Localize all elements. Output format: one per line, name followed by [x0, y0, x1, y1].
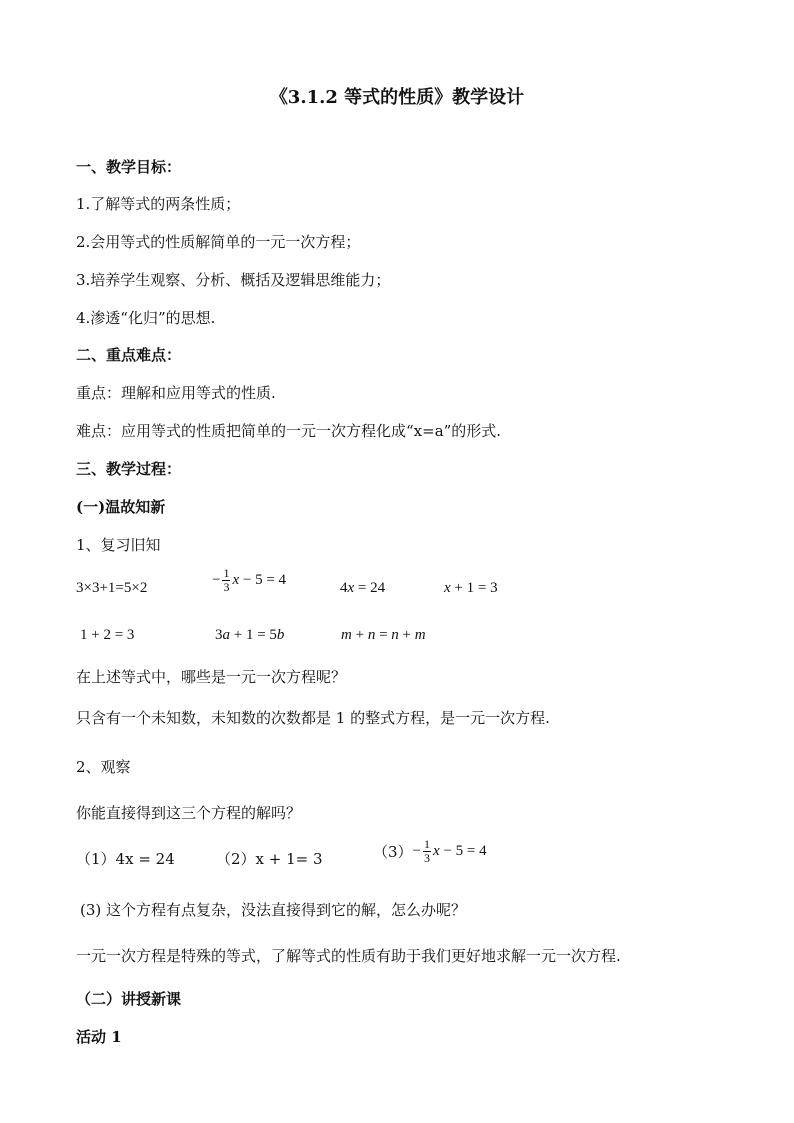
key-point-text: 重点：理解和应用等式的性质.	[76, 384, 276, 402]
subsection-new-lesson: （二）讲授新课	[76, 990, 182, 1008]
equation-5: 1 + 2 = 3	[80, 627, 135, 643]
difficult-point-text: 难点：应用等式的性质把简单的一元一次方程化成“x=a”的形式.	[76, 422, 502, 440]
observe-label: 2、观察	[76, 758, 131, 776]
objective-item-3: 3.培养学生观察、分析、概括及逻辑思维能力；	[76, 271, 391, 289]
question-which-linear: 在上述等式中，哪些是一元一次方程呢？	[76, 668, 347, 686]
section-heading-process: 三、教学过程：	[76, 460, 182, 478]
review-label: 1、复习旧知	[76, 536, 161, 554]
observation-equation-3: （3）− $\frac{1}{3}$ x − 5 = 4	[373, 837, 487, 865]
objective-item-1: 1.了解等式的两条性质；	[76, 195, 241, 213]
equation-1: 3×3+1=5×2	[76, 580, 148, 596]
subsection-review: (一)温故知新	[76, 498, 166, 516]
document-title: 《3.1.2 等式的性质》教学设计	[269, 87, 525, 108]
equation-7: m + n = n + m	[341, 627, 426, 643]
objective-item-2: 2.会用等式的性质解简单的一元一次方程；	[76, 233, 361, 251]
activity-1-heading: 活动 1	[76, 1028, 122, 1046]
equation-2: − $\frac{1}{3}$ x − 5 = 4	[212, 566, 287, 594]
equation-6: 3a + 1 = 5b	[215, 627, 285, 643]
fraction-one-third: $\frac{1}{3}$	[223, 566, 230, 594]
note-equation-3: (3) 这个方程有点复杂，没法直接得到它的解，怎么办呢？	[80, 901, 467, 919]
objective-item-4: 4.渗透“化归”的思想.	[76, 309, 216, 327]
equation-4: x + 1 = 3	[444, 580, 498, 596]
section-heading-objectives: 一、教学目标：	[76, 158, 182, 176]
section-heading-key-points: 二、重点难点：	[76, 346, 182, 364]
question-direct-solution: 你能直接得到这三个方程的解吗？	[76, 804, 302, 822]
fraction-one-third: $\frac{1}{3}$	[424, 837, 431, 865]
answer-definition: 只含有一个未知数，未知数的次数都是 1 的整式方程，是一元一次方程.	[76, 709, 550, 727]
summary-text: 一元一次方程是特殊的等式，了解等式的性质有助于我们更好地求解一元一次方程.	[76, 947, 621, 965]
observation-equation-2: （2）x + 1= 3	[216, 850, 323, 868]
observation-equation-1: （1）4x = 24	[76, 850, 175, 868]
equation-3: 4x = 24	[340, 580, 386, 596]
